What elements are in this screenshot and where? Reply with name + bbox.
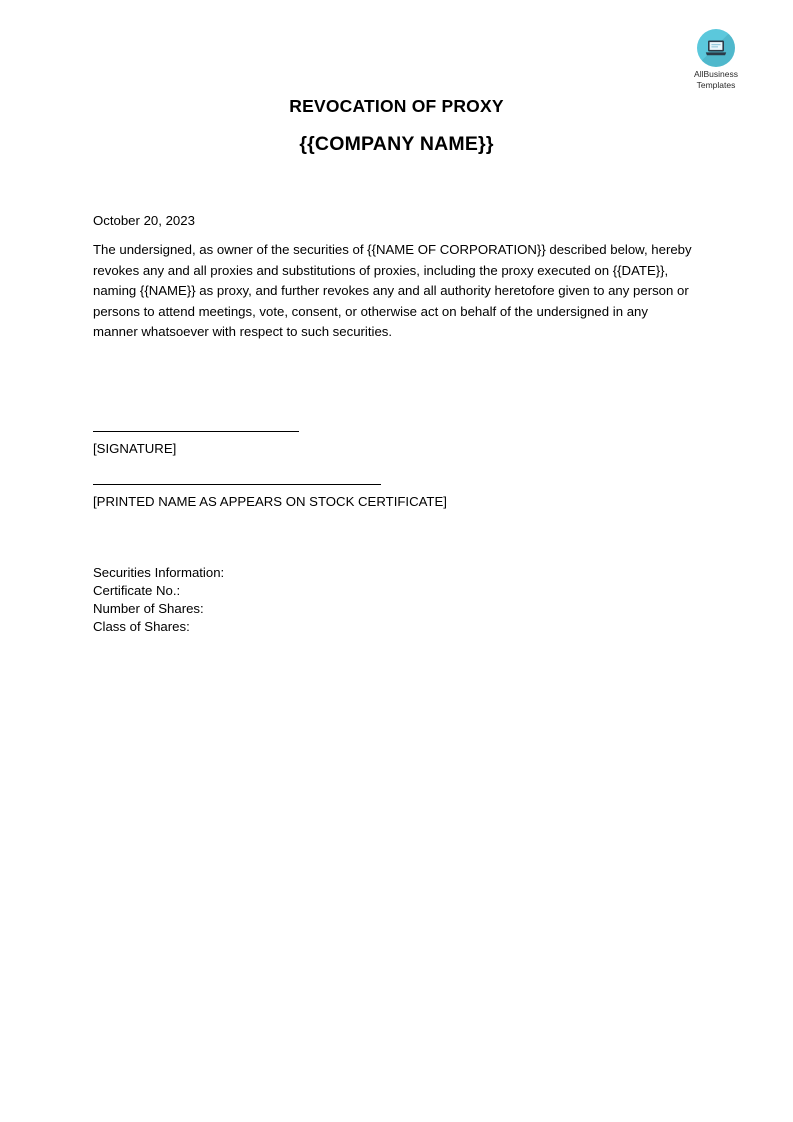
printed-name-label: [PRINTED NAME AS APPEARS ON STOCK CERTIFICATE] [93, 494, 447, 509]
printed-name-rule [93, 484, 381, 485]
logo-wordmark-line2: Templates [696, 79, 736, 90]
logo-wordmark [681, 69, 751, 90]
securities-field-certificate-no: Certificate No.: [93, 583, 181, 598]
logo-wordmark-line1: AllBusiness [694, 69, 738, 79]
securities-heading: Securities Information: [93, 565, 225, 580]
securities-field-class-of-shares: Class of Shares: [93, 619, 190, 634]
securities-field-number-of-shares: Number of Shares: [93, 601, 204, 616]
laptop-icon [705, 39, 727, 57]
signature-rule [93, 431, 299, 432]
document-title: REVOCATION OF PROXY [289, 96, 504, 116]
document-date: October 20, 2023 [93, 213, 195, 228]
securities-information-block [93, 564, 224, 636]
revocation-paragraph: The undersigned, as owner of the securities of {{NAME OF CORPORATION}} described below, hereby revokes any and all proxies and substitutions of proxies, including the proxy executed on {{DATE}}, naming {{NAME}} as proxy, and further revokes any and all authority heretofore given to any person or persons to attend meetings, vote, consent, or otherwise act on behalf of the undersigned in any manner whatsoever with respect to such securities. [93, 242, 692, 339]
allbusiness-templates-logo [681, 29, 751, 90]
signature-label: [SIGNATURE] [93, 441, 177, 456]
logo-circle [697, 29, 735, 67]
document-subtitle: {{COMPANY NAME}} [299, 133, 494, 155]
